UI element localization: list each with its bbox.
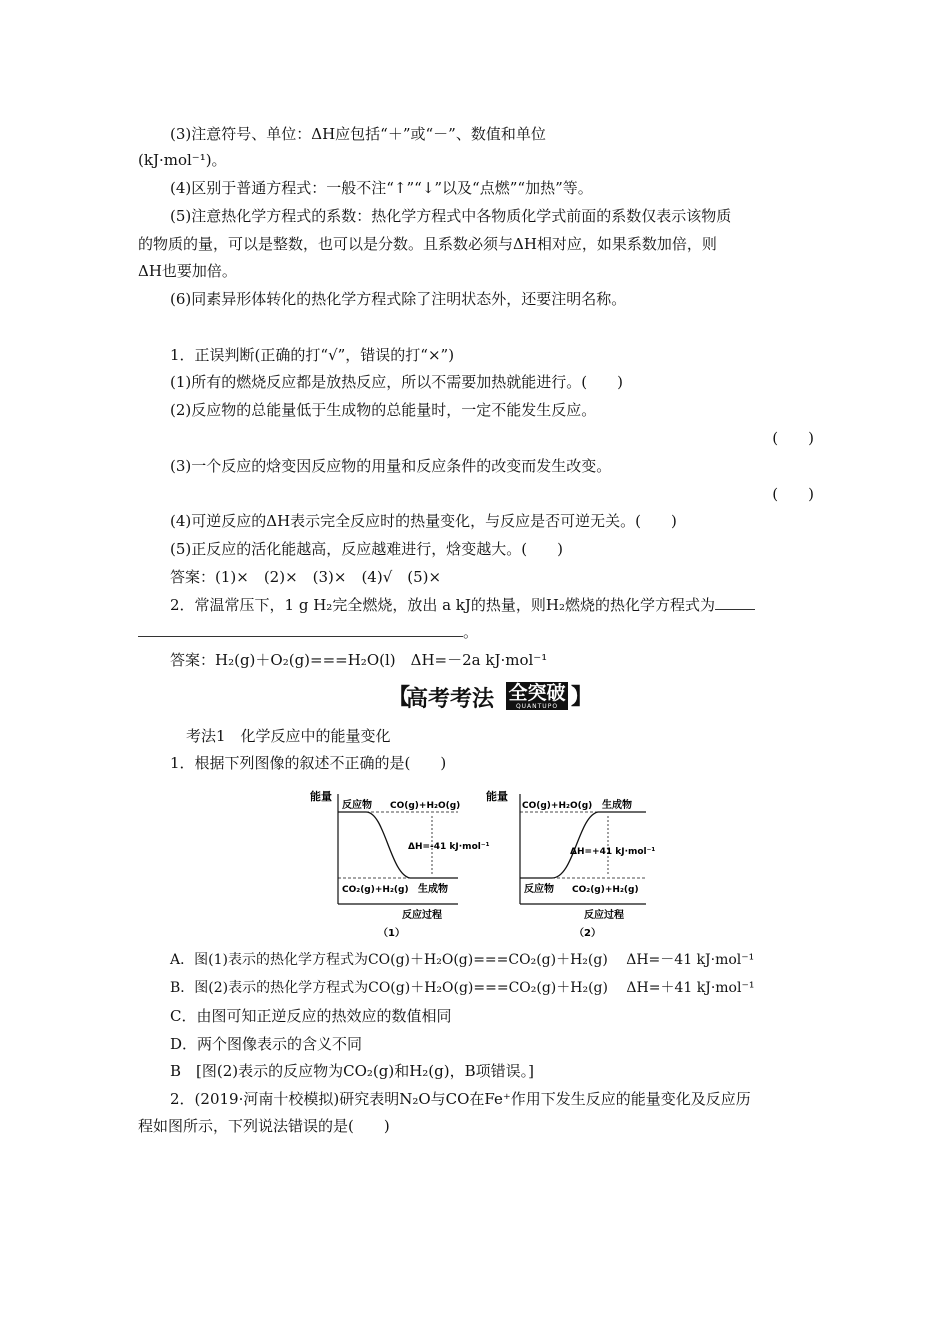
- energy-curve: [520, 812, 646, 878]
- question-text: 1．根据下列图像的叙述不正确的是( ): [170, 754, 447, 772]
- banner-bracket-right: 】: [571, 685, 594, 710]
- fill-blank: [715, 595, 755, 610]
- answer-blank: ( ): [772, 485, 814, 503]
- option-a: A．图(1)表示的热化学方程式为CO(g)＋H₂O(g)===CO₂(g)＋H₂(g) ΔH=－41 kJ·mol⁻¹: [170, 952, 755, 968]
- label-species: CO₂(g)+H₂(g): [342, 885, 409, 895]
- label-product: 生成物: [418, 884, 448, 895]
- option-c: C．由图可知正逆反应的热效应的数值相同: [170, 1007, 452, 1025]
- answer-line: 答案：H₂(g)＋O₂(g)===H₂O(l) ΔH=－2a kJ·mol⁻¹: [170, 651, 548, 669]
- question-item: (1)所有的燃烧反应都是放热反应，所以不需要加热就能进行。( ): [170, 373, 623, 391]
- banner-bracket-left: 【: [388, 685, 411, 710]
- x-axis-label: 反应过程: [584, 910, 624, 921]
- text-line: [138, 622, 478, 642]
- question-item: (2)反应物的总能量低于生成物的总能量时，一定不能发生反应。: [170, 401, 597, 419]
- label-reactant: 反应物: [342, 800, 372, 811]
- answer-line: 答案：(1)× (2)× (3)× (4)√ (5)×: [170, 568, 442, 586]
- question-2-text: 2．常温常压下，1 g H₂完全燃烧，放出 a kJ的热量，则H₂燃烧的热化学方程式为: [170, 596, 715, 614]
- period: 。: [463, 623, 479, 641]
- text-line: (3)注意符号、单位：ΔH应包括“＋”或“－”、数值和单位: [170, 125, 546, 143]
- question-item: (4)可逆反应的ΔH表示完全反应时的热量变化，与反应是否可逆无关。( ): [170, 512, 677, 530]
- label-reactant: 反应物: [524, 884, 554, 895]
- label-species: CO(g)+H₂O(g): [390, 801, 461, 811]
- label-delta-h: ΔH=-41 kJ·mol⁻¹: [408, 842, 490, 852]
- figure-number: （2）: [574, 928, 601, 939]
- text-line: (4)区别于普通方程式：一般不注“↑”“↓”以及“点燃”“加热”等。: [170, 179, 593, 197]
- text-line: (6)同素异形体转化的热化学方程式除了注明状态外，还要注明名称。: [170, 290, 627, 308]
- text-line: ΔH也要加倍。: [138, 262, 237, 280]
- question-item: (3)一个反应的焓变因反应物的用量和反应条件的改变而发生改变。: [170, 457, 612, 475]
- label-product: 生成物: [602, 800, 632, 811]
- figure-number: （1）: [378, 928, 405, 939]
- option-d: D．两个图像表示的含义不同: [170, 1035, 363, 1053]
- banner-title: 高考考法: [406, 687, 495, 712]
- label-species: CO(g)+H₂O(g): [522, 801, 593, 811]
- text-line: 的物质的量，可以是整数，也可以是分数。且系数必须与ΔH相对应，如果系数加倍，则: [138, 235, 717, 253]
- question-text: 程如图所示，下列说法错误的是( ): [138, 1117, 390, 1135]
- x-axis-label: 反应过程: [402, 910, 442, 921]
- answer-blank: ( ): [772, 429, 814, 447]
- question-text: 2．(2019·河南十校模拟)研究表明N₂O与CO在Fe⁺作用下发生反应的能量变化及反应历: [170, 1090, 751, 1108]
- option-b: B．图(2)表示的热化学方程式为CO(g)＋H₂O(g)===CO₂(g)＋H₂(g) ΔH=＋41 kJ·mol⁻¹: [170, 980, 755, 996]
- answer-line: B [图(2)表示的反应物为CO₂(g)和H₂(g)，B项错误。]: [170, 1062, 534, 1080]
- label-species: CO₂(g)+H₂(g): [572, 885, 639, 895]
- y-axis-label: 能量: [310, 790, 332, 803]
- section-banner: [388, 680, 593, 714]
- y-axis-label: 能量: [486, 790, 508, 803]
- text-line: (kJ·mol⁻¹)。: [138, 151, 227, 169]
- banner-badge-text: 全突破: [508, 682, 566, 704]
- energy-diagram-1: [310, 786, 490, 944]
- method-heading: 考法1 化学反应中的能量变化: [186, 727, 391, 745]
- energy-diagram-2: [486, 786, 661, 944]
- question-item: (5)正反应的活化能越高，反应越难进行，焓变越大。( ): [170, 540, 563, 558]
- question-title: 1．正误判断(正确的打“√”，错误的打“×”): [170, 346, 455, 364]
- text-line: (5)注意热化学方程式的系数：热化学方程式中各物质化学式前面的系数仅表示该物质: [170, 207, 732, 225]
- banner-badge: [506, 682, 568, 710]
- label-delta-h: ΔH=+41 kJ·mol⁻¹: [570, 847, 656, 857]
- banner-badge-sub: QUANTUPO: [515, 703, 559, 710]
- fill-blank: [138, 622, 463, 637]
- question-text: [170, 595, 755, 615]
